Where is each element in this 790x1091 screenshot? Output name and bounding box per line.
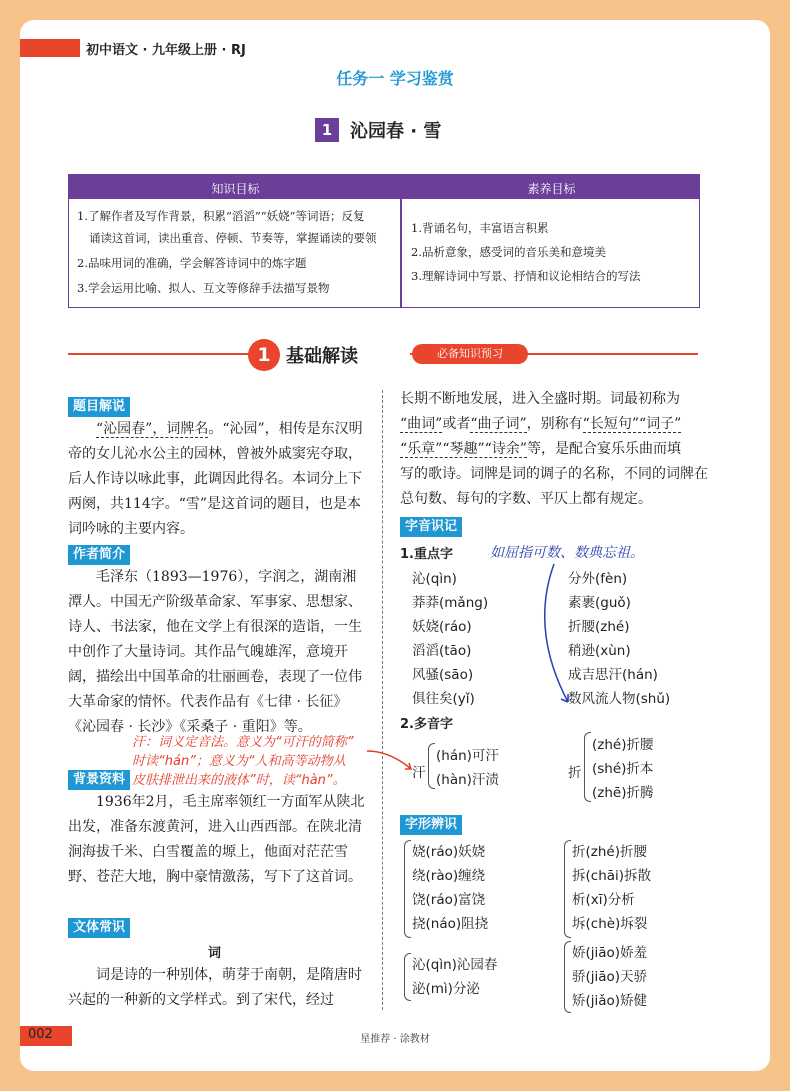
form-item: 饶(ráo)富饶	[412, 892, 486, 908]
handwritten-note-red: 时读“hán”；意义为“人和高等动物从	[132, 754, 346, 769]
term-underlined: “长短句”“词子”	[582, 416, 682, 432]
key-char: 沁(qìn)	[412, 571, 457, 587]
knowledge-goal: 2.品味用词的准确，学会解答诗词中的炼字题	[77, 256, 307, 270]
brace	[564, 941, 571, 1013]
title-explain-underlined: “沁园春”，词牌名	[96, 421, 209, 437]
background-text: 1936年2月，毛主席率领红一方面军从陕北出发，准备东渡黄河，进入山西西部。在陕北清涧海拔千米、白雪覆盖的塬上，他面对茫茫雪野、苍茫大地，胸中豪情激荡，写下了这首词。	[68, 794, 365, 885]
brace	[564, 840, 571, 938]
brace	[404, 840, 411, 938]
title-explain-body: 。“沁园”，相传是东汉明帝的女儿沁水公主的园林，曾被外戚窦宪夺取，后人作诗以咏此事，此调因此得名。本词分上下两阕，共114字。“雪”是这首词的题目，也是本词吟咏的主要内容。	[68, 421, 363, 537]
form-item: 坼(chè)坼裂	[572, 916, 648, 932]
literacy-goal: 1.背诵名句，丰富语言积累	[411, 221, 549, 235]
page-number: 002	[28, 1027, 53, 1042]
handwritten-note-blue: 如屈指可数、数典忘祖。	[490, 545, 644, 561]
brace	[428, 743, 435, 789]
tag-title-explain: 题目解说	[68, 397, 130, 417]
knowledge-goal: 1.了解作者及写作背景，积累“滔滔”“妖娆”等词语；反复	[77, 209, 365, 223]
key-char: 折腰(zhé)	[568, 619, 630, 635]
genre-text-cont	[400, 437, 710, 462]
key-chars-heading: 1.重点字	[400, 547, 453, 562]
form-item: 拆(chāi)拆散	[572, 868, 652, 884]
goals-header	[69, 175, 699, 199]
section-number: 1	[248, 339, 280, 371]
tag-author: 作者简介	[68, 545, 130, 565]
genre-text-cont: 长期不断地发展，进入全盛时期。词最初称为	[400, 391, 680, 407]
literacy-goal: 2.品析意象，感受词的音乐美和意境美	[411, 245, 606, 259]
genre-text: 词是诗的一种别体，萌芽于南朝，是隋唐时兴起的一种新的文学样式。到了宋代，经过	[68, 967, 362, 1008]
polyphone-char: 折	[568, 765, 582, 781]
genre-text-cont: 写的歌诗。词牌是词的调子的名称，不同的词牌在总句数、每句的字数、平仄上都有规定。	[400, 466, 708, 507]
handwritten-note-red: 汗：词义定音法。意义为“可汗的简称”	[132, 735, 354, 750]
footer-text: 星推荐 · 涂教材	[360, 1034, 430, 1045]
title-explain-text	[68, 417, 368, 542]
page	[20, 20, 770, 1071]
form-item: 矫(jiǎo)矫健	[572, 993, 648, 1009]
tag-pronunciation: 字音识记	[400, 517, 462, 537]
polyphone-heading: 2.多音字	[400, 717, 453, 732]
key-char: 莽莽(mǎng)	[412, 595, 489, 611]
form-item: 沁(qìn)沁园春	[412, 957, 498, 973]
term-underlined: “乐章”“琴趣”“诗余”	[400, 441, 527, 457]
genre-text-cont	[400, 412, 710, 437]
form-item: 娇(jiāo)娇羞	[572, 945, 648, 961]
tag-genre: 文体常识	[68, 918, 130, 938]
term-plain: 或者	[442, 416, 471, 432]
key-char: 滔滔(tāo)	[412, 643, 472, 659]
key-char: 数风流人物(shǔ)	[568, 691, 671, 707]
knowledge-goal: 3.学会运用比喻、拟人、互文等修辞手法描写景物	[77, 281, 330, 295]
literacy-goal: 3.理解诗词中写景、抒情和议论相结合的写法	[411, 269, 641, 283]
tag-background: 背景资料	[68, 770, 130, 790]
key-char: 分外(fèn)	[568, 571, 628, 587]
polyphone-item: (zhé)折腰	[592, 737, 654, 753]
section-title: 基础解读	[286, 346, 358, 367]
polyphone-char: 汗	[412, 765, 426, 781]
form-item: 折(zhé)折腰	[572, 844, 647, 860]
polyphone-item: (hàn)汗渍	[436, 772, 499, 788]
polyphone-item: (shé)折本	[592, 761, 654, 777]
knowledge-goals-heading: 知识目标	[211, 182, 260, 196]
handwritten-note-red: 皮肤排泄出来的液体”时，读“hàn”。	[132, 773, 346, 788]
key-char: 妖娆(ráo)	[412, 619, 472, 635]
form-item: 骄(jiāo)天骄	[572, 969, 648, 985]
lesson-title: 沁园春 · 雪	[350, 121, 442, 142]
brace	[584, 732, 591, 802]
key-char: 成吉思汗(hán)	[568, 667, 658, 683]
term-underlined: “曲子词”	[470, 416, 527, 432]
goals-table	[68, 174, 700, 308]
book-title: 初中语文 · 九年级上册 · RJ	[86, 43, 246, 58]
form-item: 析(xī)分析	[572, 892, 635, 908]
term-plain: 等，是配合宴乐乐曲而填	[526, 441, 681, 457]
brace	[404, 953, 411, 1001]
form-item: 绕(rào)缠绕	[412, 868, 486, 884]
key-char: 稍逊(xùn)	[568, 643, 631, 659]
section-subtitle: 必备知识预习	[412, 344, 528, 364]
genre-heading: 词	[208, 946, 222, 961]
term-plain: ，别称有	[526, 416, 583, 432]
header-bar	[20, 39, 80, 57]
literacy-goals-heading: 素养目标	[527, 182, 576, 196]
key-char: 素裹(guǒ)	[568, 595, 631, 611]
polyphone-item: (zhē)折腾	[592, 785, 654, 801]
column-divider	[382, 390, 383, 1010]
arrow-blue	[530, 560, 580, 710]
knowledge-goal: 诵读这首词，读出重音、停顿、节奏等，掌握诵读的要领	[89, 231, 377, 245]
form-item: 挠(náo)阻挠	[412, 916, 489, 932]
key-char: 俱往矣(yǐ)	[412, 691, 475, 707]
tag-char-form: 字形辨识	[400, 815, 462, 835]
form-item: 娆(ráo)妖娆	[412, 844, 486, 860]
term-underlined: “曲词”	[400, 416, 443, 432]
goals-divider	[400, 175, 402, 307]
form-item: 泌(mì)分泌	[412, 981, 480, 997]
task-title: 任务一 学习鉴赏	[336, 69, 454, 88]
arrow-red	[365, 745, 415, 775]
key-char: 风骚(sāo)	[412, 667, 474, 683]
polyphone-item: (hán)可汗	[436, 748, 499, 764]
lesson-number: 1	[315, 118, 339, 142]
author-text: 毛泽东（1893—1976），字润之，湖南湘潭人。中国无产阶级革命家、军事家、思想家、诗人、书法家，他在文学上有很深的造诣，一生中创作了大量诗词。其作品气魄雄浑，意境开阔，描绘出中国革命的壮丽画卷，表现了一位伟大革命家的情怀。代表作品有《七律 · 长征》《沁园春 · 长沙》《采桑子 · 重阳》等。	[68, 569, 362, 735]
